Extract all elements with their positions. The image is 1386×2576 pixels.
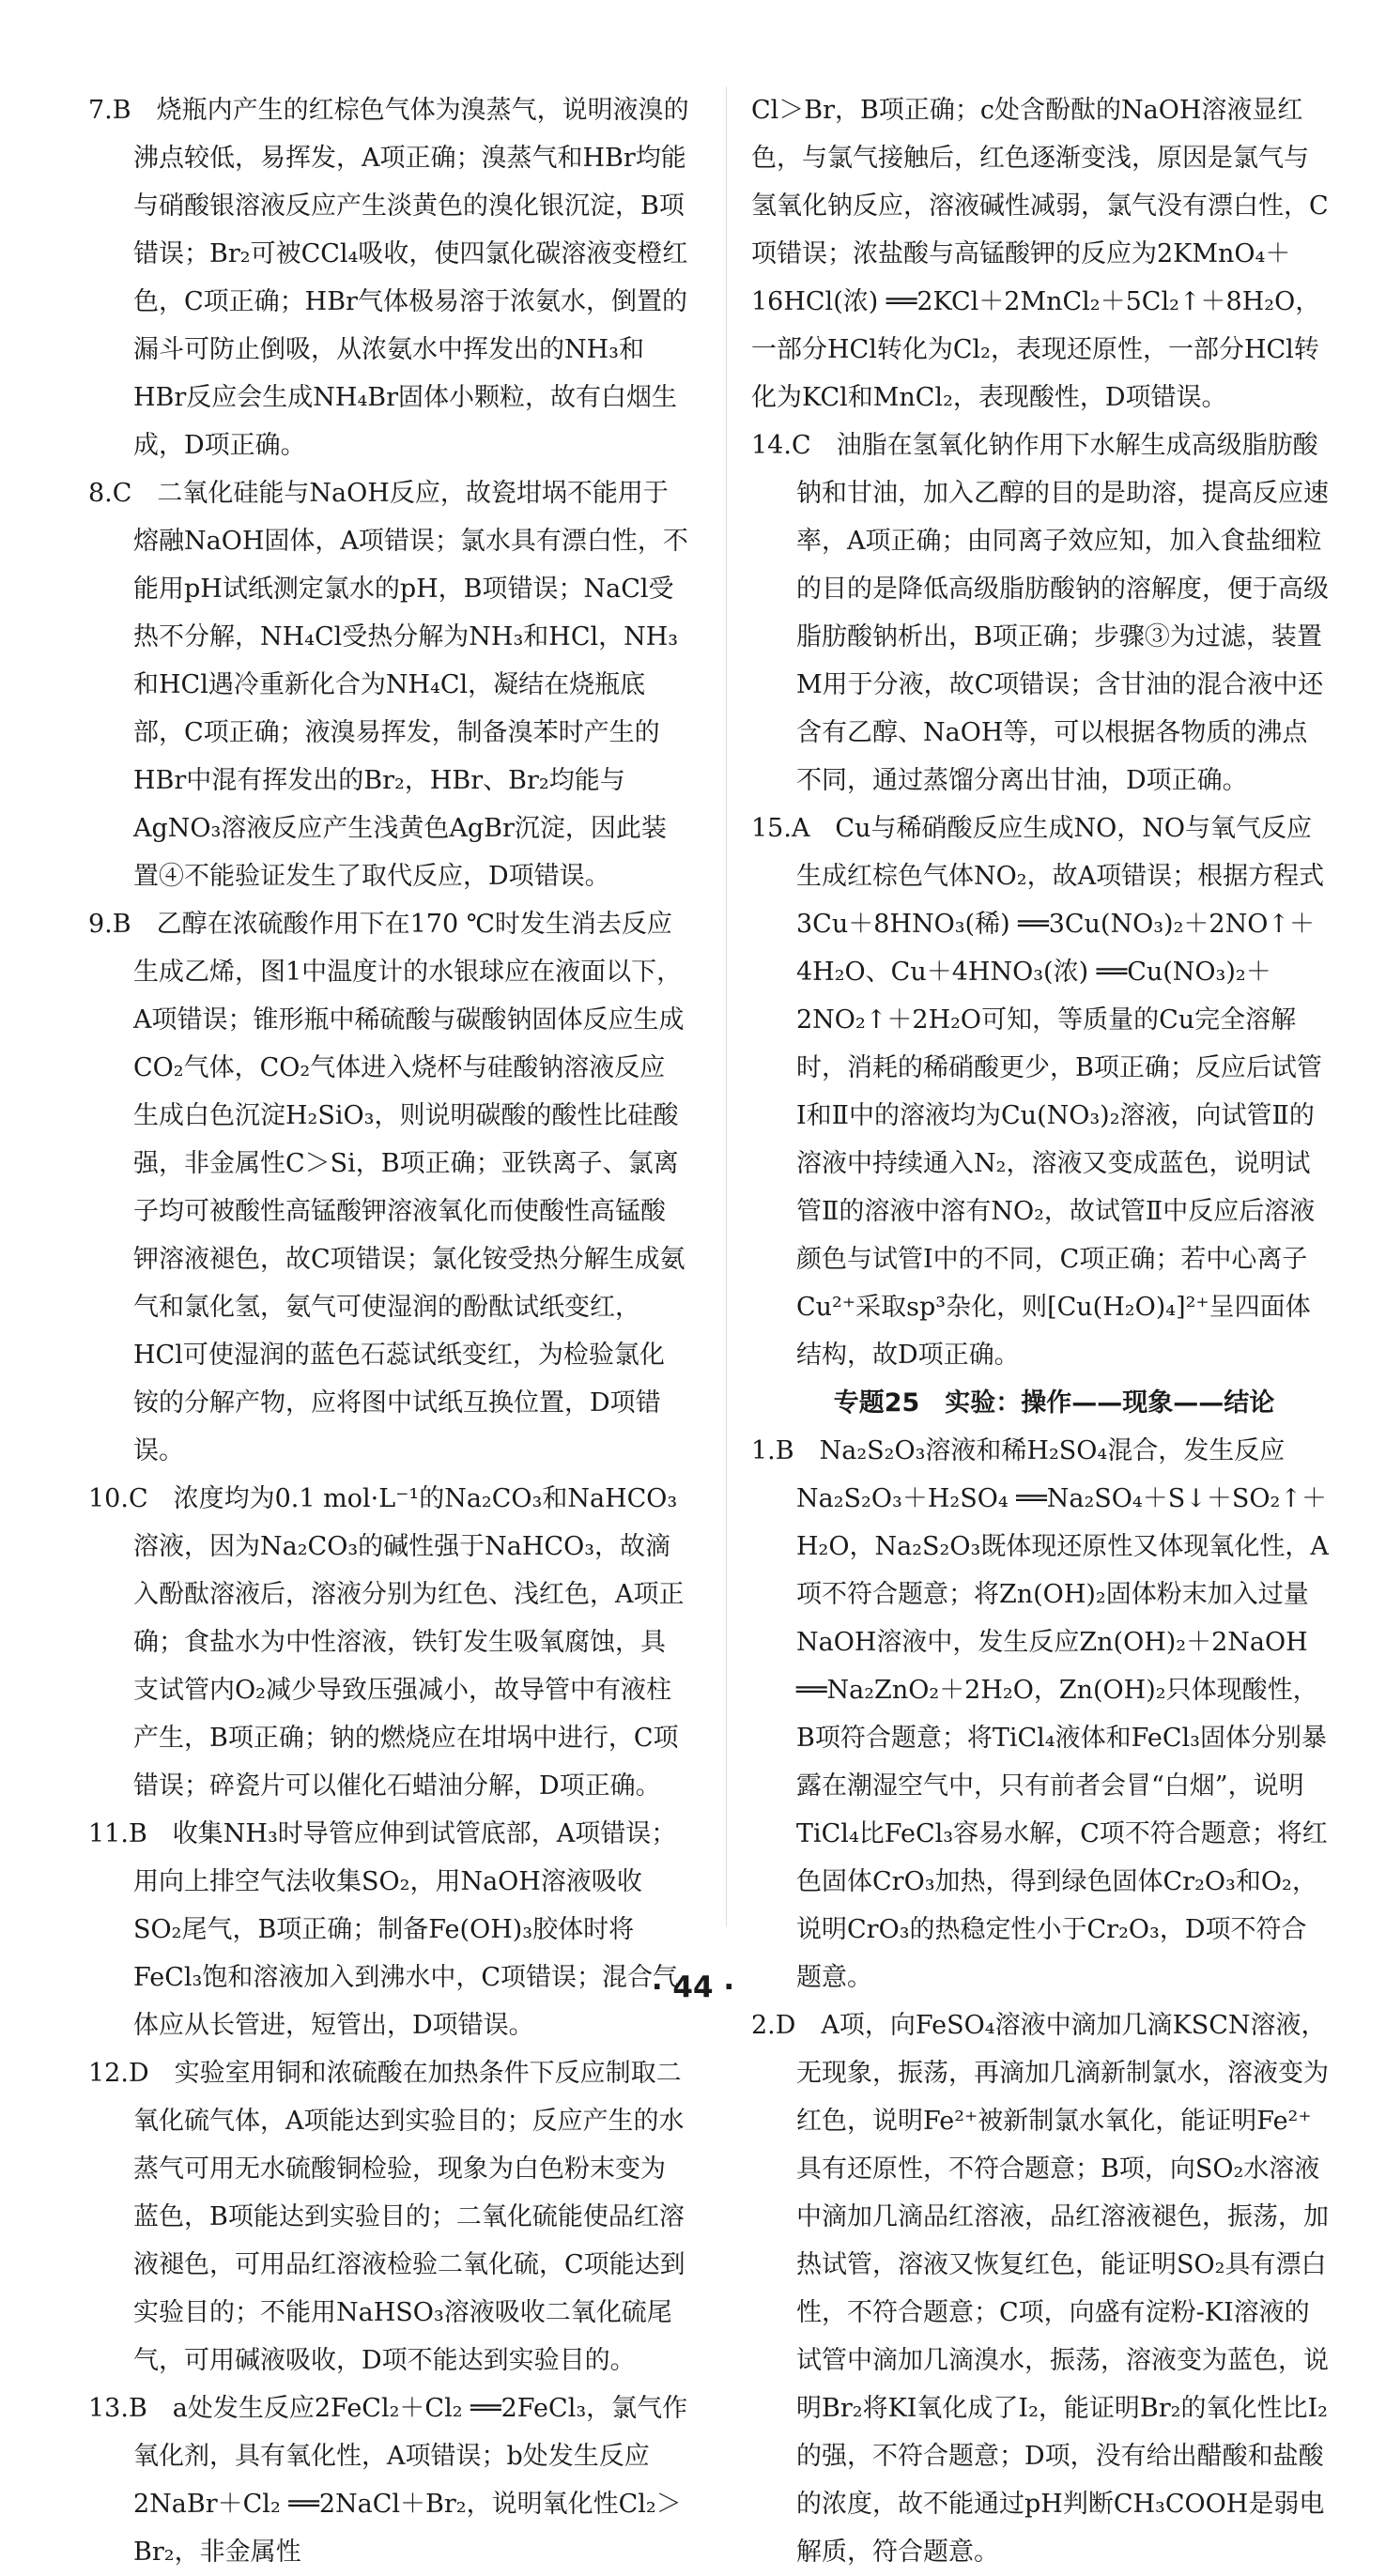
answer-item-9: 9.B 乙醇在浓硫酸作用下在170 ℃时发生消去反应生成乙烯，图1中温度计的水银球应在液面以下，A项错误；锥形瓶中稀硫酸与碳酸钠固体反应生成CO₂气体，CO₂气体进入烧杯与硅酸钠溶液反应生成白色沉淀H₂SiO₃，则说明碳酸的酸性比硅酸强，非金属性C＞Si，B项正确；亚铁离子、氯离子均可被酸性高锰酸钾溶液氧化而使酸性高锰酸钾溶液褪色，故C项错误；氯化铵受热分解生成氨气和氯化氢，氨气可使湿润的酚酞试纸变红，HCl可使湿润的蓝色石蕊试纸变红，为检验氯化铵的分解产物，应将图中试纸互换位置，D项错误。	[88, 910, 685, 1465]
right-column	[751, 86, 1329, 2576]
answer-item-12: 12.D 实验室用铜和浓硫酸在加热条件下反应制取二氧化硫气体，A项能达到实验目的；反应产生的水蒸气可用无水硫酸铜检验，现象为白色粉末变为蓝色，B项能达到实验目的；二氧化硫能使品红溶液褪色，可用品红溶液检验二氧化硫，C项能达到实验目的；不能用NaHSO₃溶液吸收二氧化硫尾气，可用碱液吸收，D项不能达到实验目的。	[88, 2059, 685, 2375]
answer-item-7: 7.B 烧瓶内产生的红棕色气体为溴蒸气，说明液溴的沸点较低，易挥发，A项正确；溴蒸气和HBr均能与硝酸银溶液反应产生淡黄色的溴化银沉淀，B项错误；Br₂可被CCl₄吸收，使四氯化碳溶液变橙红色，C项正确；HBr气体极易溶于浓氨水，倒置的漏斗可防止倒吸，从浓氨水中挥发出的NH₃和HBr反应会生成NH₄Br固体小颗粒，故有白烟生成，D项正确。	[88, 96, 689, 460]
section-title: 专题25 实验：操作——现象——结论	[833, 1388, 1275, 1418]
answer-item-13-continued: Cl＞Br，B项正确；c处含酚酞的NaOH溶液显红色，与氯气接触后，红色逐渐变浅，原因是氯气与氢氧化钠反应，溶液碱性减弱，氯气没有漂白性，C项错误；浓盐酸与高锰酸钾的反应为2KMnO₄＋16HCl(浓) ══2KCl＋2MnCl₂＋5Cl₂↑＋8H₂O，一部分HCl转化为Cl₂，表现还原性，一部分HCl转化为KCl和MnCl₂，表现酸性，D项错误。	[751, 96, 1329, 412]
column-divider	[726, 86, 727, 1926]
page-number: · 44 ·	[651, 1970, 735, 2004]
answer-item-13: 13.B a处发生反应2FeCl₂＋Cl₂ ══2FeCl₃，氯气作氧化剂，具有氧化性，A项错误；b处发生反应2NaBr＋Cl₂ ══2NaCl＋Br₂，说明氧化性Cl₂＞Br₂，非金属性	[88, 2394, 688, 2567]
answer-item-11: 11.B 收集NH₃时导管应伸到试管底部，A项错误；用向上排空气法收集SO₂，用NaOH溶液吸收SO₂尾气，B项正确；制备Fe(OH)₃胶体时将FeCl₃饱和溶液加入到沸水中，C项错误；混合气体应从长管进，短管出，D项错误。	[88, 1819, 679, 2040]
section-answer-item-1: 1.B Na₂S₂O₃溶液和稀H₂SO₄混合，发生反应Na₂S₂O₃＋H₂SO₄ ══Na₂SO₄＋S↓＋SO₂↑＋H₂O，Na₂S₂O₃既体现还原性又体现氧化性，A项不符合题意；将Zn(OH)₂固体粉末加入过量NaOH溶液中，发生反应Zn(OH)₂＋2NaOH ══Na₂ZnO₂＋2H₂O，Zn(OH)₂只体现酸性，B项符合题意；将TiCl₄液体和FeCl₃固体分别暴露在潮湿空气中，只有前者会冒“白烟”，说明TiCl₄比FeCl₃容易水解，C项不符合题意；将红色固体CrO₃加热，得到绿色固体Cr₂O₃和O₂，说明CrO₃的热稳定性小于Cr₂O₃，D项不符合题意。	[751, 1436, 1329, 1992]
left-column	[88, 86, 689, 2576]
section-answer-item-2: 2.D A项，向FeSO₄溶液中滴加几滴KSCN溶液，无现象，振荡，再滴加几滴新制氯水，溶液变为红色，说明Fe²⁺被新制氯水氧化，能证明Fe²⁺具有还原性，不符合题意；B项，向SO₂水溶液中滴加几滴品红溶液，品红溶液褪色，振荡，加热试管，溶液又恢复红色，能证明SO₂具有漂白性，不符合题意；C项，向盛有淀粉-KI溶液的试管中滴加几滴溴水，振荡，溶液变为蓝色，说明Br₂将KI氧化成了I₂，能证明Br₂的氧化性比I₂的强，不符合题意；D项，没有给出醋酸和盐酸的浓度，故不能通过pH判断CH₃COOH是弱电解质，符合题意。	[751, 2011, 1329, 2567]
answer-item-15: 15.A Cu与稀硝酸反应生成NO，NO与氧气反应生成红棕色气体NO₂，故A项错误；根据方程式3Cu＋8HNO₃(稀) ══3Cu(NO₃)₂＋2NO↑＋4H₂O、Cu＋4HNO₃(浓) ══Cu(NO₃)₂＋2NO₂↑＋2H₂O可知，等质量的Cu完全溶解时，消耗的稀硝酸更少，B项正确；反应后试管Ⅰ和Ⅱ中的溶液均为Cu(NO₃)₂溶液，向试管Ⅱ的溶液中持续通入N₂，溶液又变成蓝色，说明试管Ⅱ的溶液中溶有NO₂，故试管Ⅱ中反应后溶液颜色与试管Ⅰ中的不同，C项正确；若中心离子Cu²⁺采取sp³杂化，则[Cu(H₂O)₄]²⁺呈四面体结构，故D项正确。	[751, 814, 1325, 1370]
answer-item-8: 8.C 二氧化硅能与NaOH反应，故瓷坩埚不能用于熔融NaOH固体，A项错误；氯水具有漂白性，不能用pH试纸测定氯水的pH，B项错误；NaCl受热不分解，NH₄Cl受热分解为NH₃和HCl，NH₃和HCl遇冷重新化合为NH₄Cl，凝结在烧瓶底部，C项正确；液溴易挥发，制备溴苯时产生的HBr中混有挥发出的Br₂，HBr、Br₂均能与AgNO₃溶液反应产生浅黄色AgBr沉淀，因此装置④不能验证发生了取代反应，D项错误。	[88, 479, 688, 891]
answer-item-10: 10.C 浓度均为0.1 mol·L⁻¹的Na₂CO₃和NaHCO₃溶液，因为Na₂CO₃的碱性强于NaHCO₃，故滴入酚酞溶液后，溶液分别为红色、浅红色，A项正确；食盐水为中性溶液，铁钉发生吸氧腐蚀，具支试管内O₂减少导致压强减小，故导管中有液柱产生，B项正确；钠的燃烧应在坩埚中进行，C项错误；碎瓷片可以催化石蜡油分解，D项正确。	[88, 1484, 685, 1801]
answer-item-14: 14.C 油脂在氢氧化钠作用下水解生成高级脂肪酸钠和甘油，加入乙醇的目的是助溶，提高反应速率，A项正确；由同离子效应知，加入食盐细粒的目的是降低高级脂肪酸钠的溶解度，便于高级脂肪酸钠析出，B项正确；步骤③为过滤，装置M用于分液，故C项错误；含甘油的混合液中还含有乙醇、NaOH等，可以根据各物质的沸点不同，通过蒸馏分离出甘油，D项正确。	[751, 431, 1329, 795]
